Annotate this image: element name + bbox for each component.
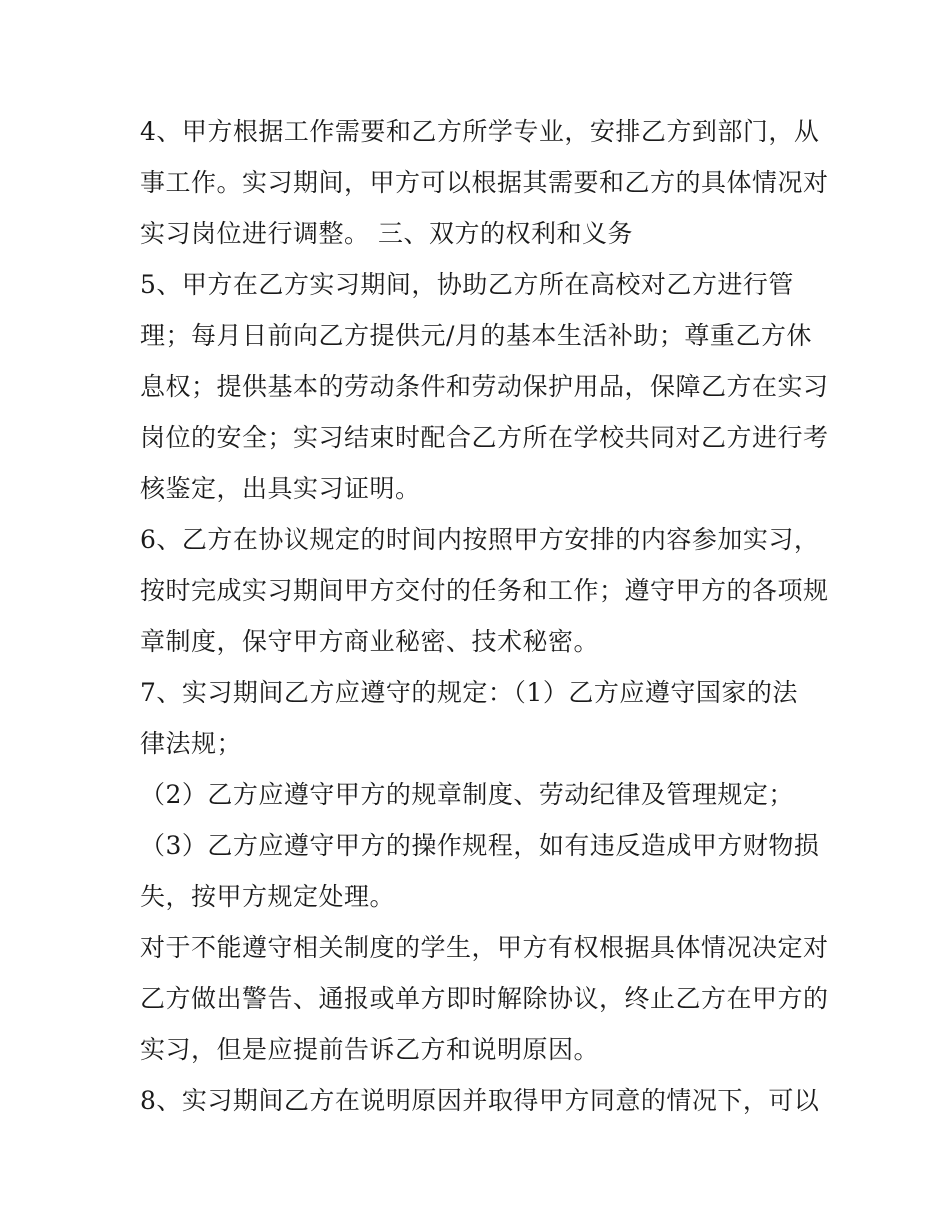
text-line: 4、甲方根据工作需要和乙方所学专业，安排乙方到部门，从 [140,117,820,146]
text-line: 理；每月日前向乙方提供元/月的基本生活补助；尊重乙方休 [140,321,812,350]
text-line: 按时完成实习期间甲方交付的任务和工作；遵守甲方的各项规 [140,576,829,605]
text-line: 6、乙方在协议规定的时间内按照甲方安排的内容参加实习， [140,525,820,554]
text-line: （3）乙方应遵守甲方的操作规程，如有违反造成甲方财物损 [140,831,820,860]
text-line: 岗位的安全；实习结束时配合乙方所在学校共同对乙方进行考 [140,423,829,452]
text-line: 乙方做出警告、通报或单方即时解除协议，终止乙方在甲方的 [140,984,829,1013]
text-line: 实习岗位进行调整。 三、双方的权利和义务 [140,219,633,248]
text-line: （2）乙方应遵守甲方的规章制度、劳动纪律及管理规定； [140,780,794,809]
document-body [140,106,829,1126]
text-line: 息权；提供基本的劳动条件和劳动保护用品，保障乙方在实习 [140,372,829,401]
text-line: 核鉴定，出具实习证明。 [140,474,421,503]
text-line: 事工作。实习期间，甲方可以根据其需要和乙方的具体情况对 [140,168,829,197]
text-line: 5、甲方在乙方实习期间，协助乙方所在高校对乙方进行管 [140,270,794,299]
text-line: 对于不能遵守相关制度的学生，甲方有权根据具体情况决定对 [140,933,829,962]
text-line: 8、实习期间乙方在说明原因并取得甲方同意的情况下，可以 [140,1086,820,1115]
text-line: 律法规； [140,729,243,758]
text-line: 章制度，保守甲方商业秘密、技术秘密。 [140,627,600,656]
text-line: 实习，但是应提前告诉乙方和说明原因。 [140,1035,600,1064]
text-line: 失，按甲方规定处理。 [140,882,396,911]
text-line: 7、实习期间乙方应遵守的规定：（1）乙方应遵守国家的法 [140,678,798,707]
